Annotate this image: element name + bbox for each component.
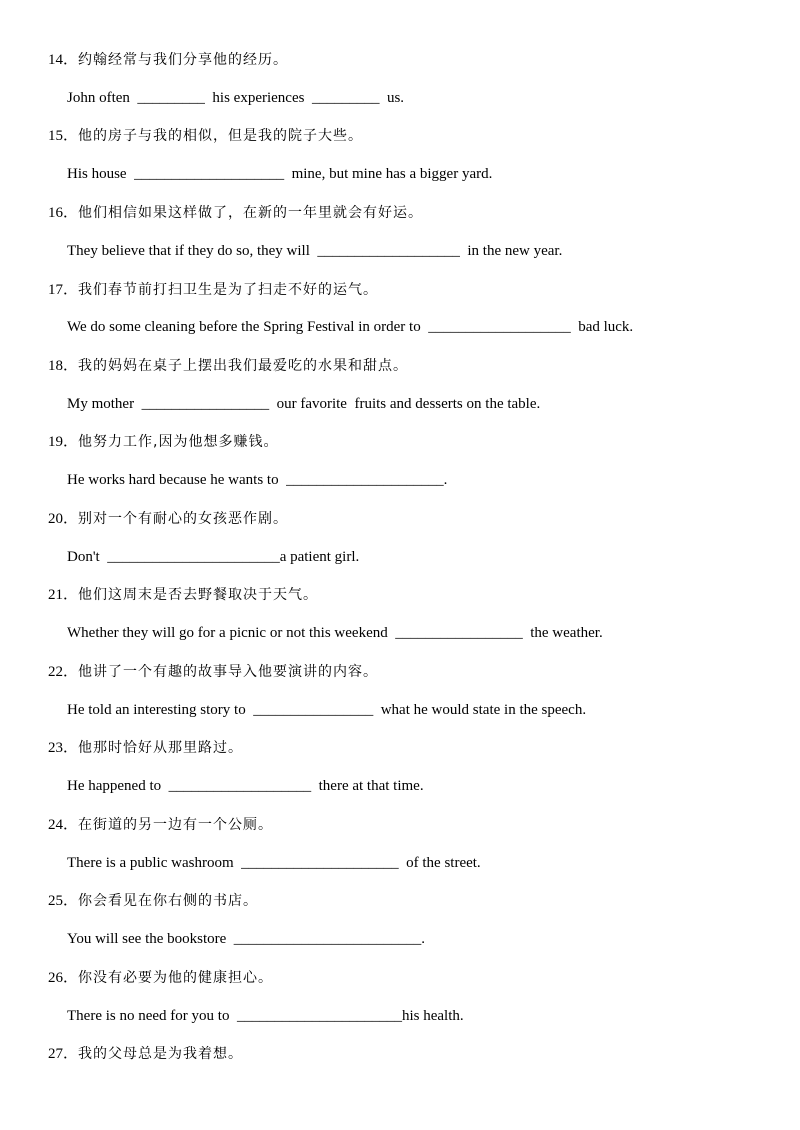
answer-line-25: You will see the bookstore _________________________. [67,931,426,947]
answer-line-15: His house ____________________ mine, but mine has a bigger yard. [67,166,493,182]
question-27: 27．我的父母总是为我着想。 [48,1046,244,1062]
question-17: 17．我们春节前打扫卫生是为了扫走不好的运气。 [48,282,379,298]
answer-line-18: My mother _________________ our favorite fruits and desserts on the table. [67,396,541,412]
answer-line-26: There is no need for you to ______________________his health. [67,1008,464,1024]
answer-line-20: Don't _______________________a patient girl. [67,549,360,565]
question-23: 23．他那时恰好从那里路过。 [48,740,244,756]
question-16: 16．他们相信如果这样做了，在新的一年里就会有好运。 [48,205,424,221]
answer-line-24: There is a public washroom _____________________ of the street. [67,855,481,871]
question-20: 20．别对一个有耐心的女孩恶作剧。 [48,511,289,527]
question-22: 22．他讲了一个有趣的故事导入他要演讲的内容。 [48,664,379,680]
answer-line-19: He works hard because he wants to _____________________. [67,472,448,488]
question-24: 24．在街道的另一边有一个公厕。 [48,817,274,833]
answer-line-21: Whether they will go for a picnic or not this weekend _________________ the weather. [67,625,603,641]
answer-line-14: John often _________ his experiences _________ us. [67,90,405,106]
answer-line-23: He happened to ___________________ there at that time. [67,778,424,794]
answer-line-16: They believe that if they do so, they will ___________________ in the new year. [67,243,563,259]
question-26: 26．你没有必要为他的健康担心。 [48,970,274,986]
answer-line-22: He told an interesting story to ________________ what he would state in the speech. [67,702,587,718]
question-19: 19．他努力工作,因为他想多赚钱。 [48,434,279,450]
question-14: 14．约翰经常与我们分享他的经历。 [48,52,289,68]
question-18: 18．我的妈妈在桌子上摆出我们最爱吃的水果和甜点。 [48,358,409,374]
question-15: 15．他的房子与我的相似，但是我的院子大些。 [48,128,364,144]
question-25: 25．你会看见在你右侧的书店。 [48,893,259,909]
answer-line-17: We do some cleaning before the Spring Festival in order to ___________________ bad luck. [67,319,634,335]
question-21: 21．他们这周末是否去野餐取决于天气。 [48,587,319,603]
